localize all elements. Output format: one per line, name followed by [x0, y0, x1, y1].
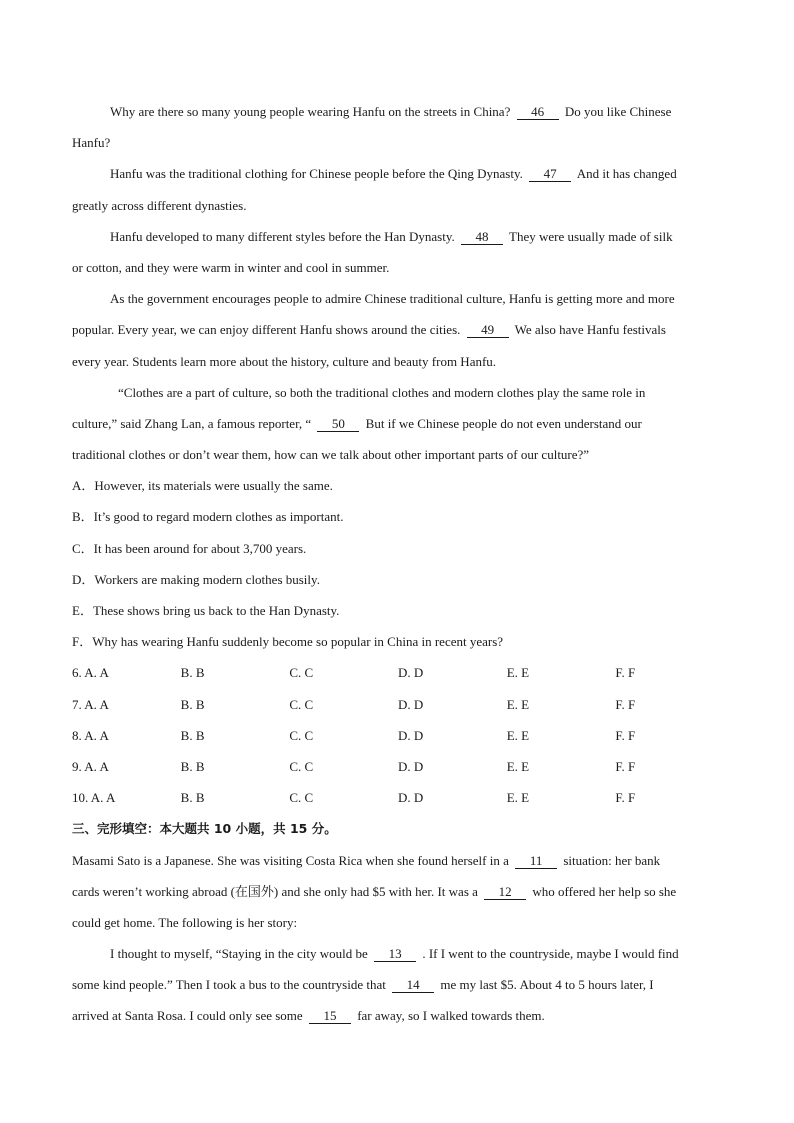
- answer-choice[interactable]: E. E: [506, 790, 530, 806]
- answer-choice[interactable]: F. F: [615, 696, 636, 712]
- blank-50: 50: [317, 417, 359, 432]
- blank-13: 13: [374, 947, 416, 962]
- option-e: E．These shows bring us back to the Han Dynasty.: [72, 603, 340, 618]
- option-f: F．Why has wearing Hanfu suddenly become so popular in China in recent years?: [72, 634, 504, 650]
- blank-49: 49: [467, 323, 509, 338]
- text: culture,” said Zhang Lan, a famous reporter, “: [72, 415, 312, 431]
- answer-choice[interactable]: F. F: [615, 727, 636, 743]
- passage-line: [72, 439, 724, 470]
- option-b: B．It’s good to regard modern clothes as important.: [72, 509, 344, 525]
- text: every year. Students learn more about the history, culture and beauty from Hanfu.: [72, 353, 497, 369]
- passage-line: [72, 907, 724, 938]
- blank-14: 14: [392, 978, 434, 993]
- answer-choice[interactable]: C. C: [289, 727, 314, 743]
- passage-line: [72, 377, 724, 408]
- text: arrived at Santa Rosa. I could only see some: [72, 1008, 303, 1024]
- text: me my last $5. About 4 to 5 hours later, I: [440, 977, 654, 993]
- answer-choice[interactable]: B. B: [180, 665, 205, 681]
- answer-choice[interactable]: 9. A. A: [72, 758, 109, 774]
- answer-row-9: [72, 751, 724, 782]
- passage-line: [72, 221, 724, 252]
- blank-46: 46: [517, 105, 559, 120]
- answer-choice[interactable]: E. E: [506, 665, 530, 681]
- text: some kind people.” Then I took a bus to the countryside that: [72, 977, 386, 993]
- answer-choice[interactable]: C. C: [289, 790, 314, 806]
- answer-row-6: [72, 657, 724, 688]
- answer-choice[interactable]: E. E: [506, 696, 530, 712]
- answer-choice[interactable]: 10. A. A: [72, 790, 116, 806]
- passage-line: [72, 96, 724, 127]
- text: Hanfu developed to many different styles before the Han Dynasty.: [110, 228, 455, 244]
- passage-line: [72, 845, 724, 876]
- option-d: D．Workers are making modern clothes busily.: [72, 571, 320, 587]
- blank-47: 47: [529, 167, 571, 182]
- text: Do you like Chinese: [564, 104, 672, 119]
- answer-choice[interactable]: B. B: [180, 758, 205, 774]
- text: Hanfu was the traditional clothing for Chinese people before the Qing Dynasty.: [110, 166, 523, 182]
- passage-line: [72, 969, 724, 1000]
- passage-line: [72, 1000, 724, 1031]
- text: . If I went to the countryside, maybe I would find: [422, 946, 679, 962]
- passage-line: [72, 127, 724, 158]
- text: popular. Every year, we can enjoy different Hanfu shows around the cities.: [72, 322, 461, 338]
- answer-choice[interactable]: 8. A. A: [72, 727, 109, 743]
- answer-choice[interactable]: B. B: [180, 696, 205, 712]
- answer-row-7: [72, 689, 724, 720]
- passage-line: [72, 283, 724, 314]
- answer-choice[interactable]: B. B: [180, 790, 205, 806]
- blank-11: 11: [515, 854, 557, 869]
- answer-choice[interactable]: D. D: [398, 696, 424, 712]
- passage-line: [72, 158, 724, 189]
- document-page: [72, 96, 724, 1032]
- passage-line: [72, 876, 724, 907]
- answer-choice[interactable]: C. C: [289, 696, 314, 712]
- text: I thought to myself, “Staying in the city would be: [110, 946, 368, 962]
- answer-choice[interactable]: D. D: [398, 665, 424, 681]
- blank-15: 15: [309, 1009, 351, 1024]
- text: situation: her bank: [563, 852, 661, 868]
- option-c: C．It has been around for about 3,700 years.: [72, 540, 307, 556]
- answer-choice[interactable]: 7. A. A: [72, 696, 109, 712]
- text: or cotton, and they were warm in winter and cool in summer.: [72, 259, 390, 275]
- answer-choice[interactable]: 6. A. A: [72, 665, 109, 681]
- text: Hanfu?: [72, 135, 111, 151]
- answer-choice[interactable]: B. B: [180, 727, 205, 743]
- text: cards weren’t working abroad (在国外) and she only had $5 with her. It was a: [72, 883, 478, 899]
- text: Masami Sato is a Japanese. She was visiting Costa Rica when she found herself in a: [72, 852, 509, 868]
- answer-choice[interactable]: D. D: [398, 758, 424, 774]
- text: “Clothes are a part of culture, so both the traditional clothes and modern clothes play the same role in: [118, 384, 646, 400]
- option-a: A．However, its materials were usually the same.: [72, 478, 333, 494]
- text: They were usually made of silk: [509, 228, 673, 244]
- answer-choice[interactable]: C. C: [289, 758, 314, 774]
- answer-choice[interactable]: D. D: [398, 727, 424, 743]
- answer-choice[interactable]: E. E: [506, 758, 530, 774]
- text: And it has changed: [576, 166, 677, 182]
- answer-choice[interactable]: E. E: [506, 727, 530, 743]
- answer-choice[interactable]: F. F: [615, 665, 636, 681]
- answer-choice[interactable]: D. D: [398, 790, 424, 806]
- passage-line: [72, 408, 724, 439]
- text: We also have Hanfu festivals: [514, 322, 666, 338]
- blank-12: 12: [484, 885, 526, 900]
- text: As the government encourages people to admire Chinese traditional culture, Hanfu is getting more and more: [110, 291, 675, 307]
- passage-line: [72, 252, 724, 283]
- answer-row-8: [72, 720, 724, 751]
- answer-choice[interactable]: F. F: [615, 790, 636, 806]
- text: greatly across different dynasties.: [72, 197, 247, 213]
- answer-choice[interactable]: F. F: [615, 758, 636, 774]
- passage-line: [72, 314, 724, 345]
- answer-choice[interactable]: C. C: [289, 665, 314, 681]
- blank-48: 48: [461, 230, 503, 245]
- passage-line: [72, 190, 724, 221]
- passage-line: [72, 346, 724, 377]
- text: But if we Chinese people do not even understand our: [365, 415, 642, 431]
- text: traditional clothes or don’t wear them, how can we talk about other important parts of our culture?”: [72, 447, 590, 463]
- text: could get home. The following is her story:: [72, 914, 298, 930]
- passage-line: [72, 938, 724, 969]
- answer-row-10: [72, 782, 724, 813]
- text: who offered her help so she: [532, 883, 677, 899]
- text: far away, so I walked towards them.: [357, 1008, 545, 1024]
- text: Why are there so many young people wearing Hanfu on the streets in China?: [110, 104, 511, 119]
- section-heading: 三、完形填空：本大题共 10 小题，共 15 分。: [72, 821, 337, 837]
